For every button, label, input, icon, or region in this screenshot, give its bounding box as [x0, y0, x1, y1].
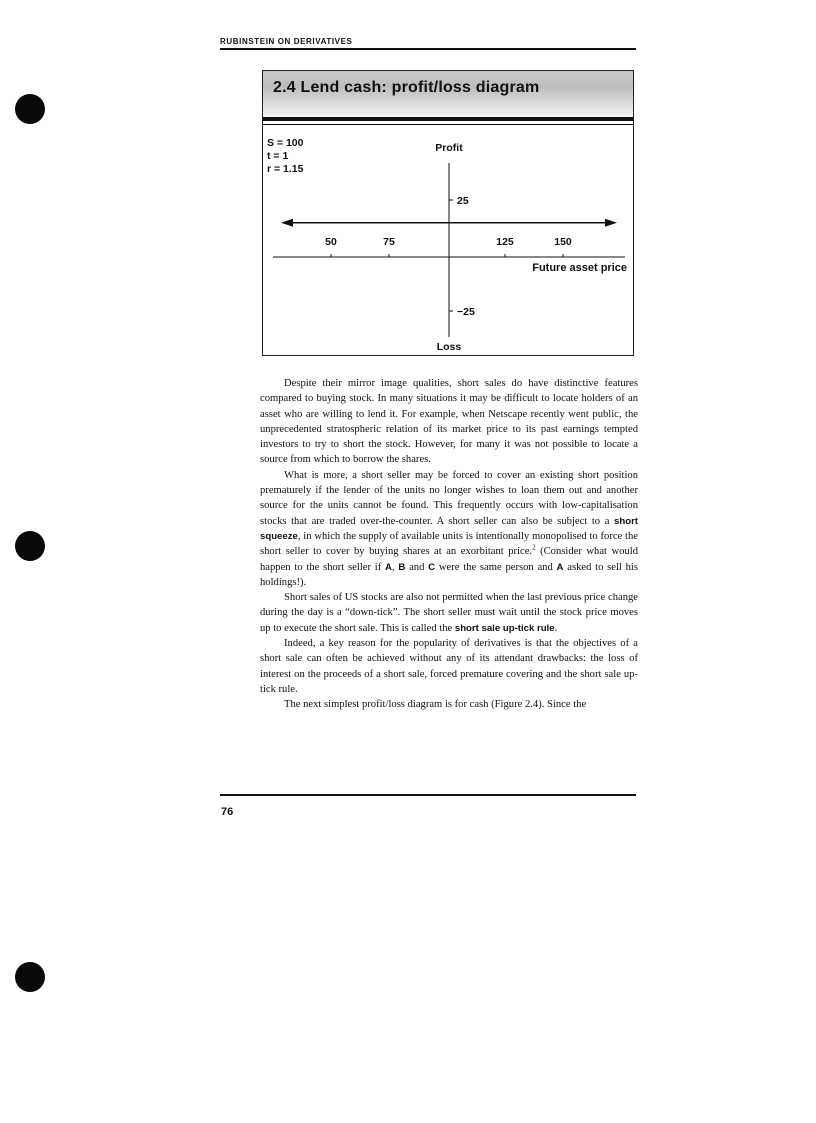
paragraph-2: What is more, a short seller may be forced to cover an existing short position prematurely if the lender of the units no longer wishes to loan them out and another source for the units cannot be found. This frequently occurs with low-capitalisation stocks that are traded over-the-counter. A short seller can also be subject to a short squeeze, in which the supply of available units is intentionally monopolised to force the short seller to cover by buying shares at an exorbitant price.$^2$ (Consider what would happen to the short seller if A, B and C were the same person and A asked to sell his holdings!).	[260, 469, 639, 588]
punch-hole-bottom	[15, 962, 45, 992]
paragraph-1-text: Despite their mirror image qualities, short sales do have distinctive features compared to buying stock. In many situations it may be difficult to locate holders of an asset who are willing to lend it. For example, when Netscape recently went public, the unprecedented stratospheric relation of its market price to its past earnings tempted investors to try to short the stock. However, for many it was not possible to locate a source from which to borrow the shares.	[260, 378, 638, 466]
y-tick-label-25: 25	[457, 195, 469, 207]
body-text	[260, 376, 638, 713]
term-short-squeeze: short squeeze	[260, 515, 638, 542]
profit-line-arrow-left	[281, 219, 293, 227]
y-label-loss: Loss	[436, 341, 462, 353]
paragraph-5: The next simplest profit/loss diagram is for cash (Figure 2.4). Since the	[284, 699, 587, 711]
x-tick-label-125: 125	[496, 236, 514, 248]
x-tick-label-75: 75	[383, 236, 395, 248]
term-short-sale-up-tick-rule: short sale up-tick rule	[454, 622, 555, 634]
paragraph-4: Indeed, a key reason for the popularity of derivatives is that the objectives of a short sale can often be achieved without any of its attendant drawbacks: the loss of interest on the proceeds of a short sale, forced premature covering and the short sale up-tick rule.	[260, 638, 638, 695]
footnote-ref-2: 2	[532, 543, 536, 552]
punch-hole-top	[15, 94, 45, 124]
x-axis-label: Future asset price	[532, 262, 627, 274]
param-s: S = 100	[267, 137, 304, 149]
profit-line-arrow-right	[605, 219, 617, 227]
param-r: r = 1.15	[267, 163, 304, 175]
page-number: 76	[221, 806, 234, 818]
y-tick-label-neg25: −25	[457, 306, 475, 318]
y-label-profit: Profit	[435, 142, 463, 154]
paragraph-1	[260, 376, 638, 468]
footer-rule	[220, 794, 636, 796]
running-head: RUBINSTEIN ON DERIVATIVES	[220, 37, 353, 46]
paragraph-3: Short sales of US stocks are also not permitted when the last previous price change during the day is a “down-tick”. The short seller must wait until the stock price moves up to execute the short sale. This is called the short sale up-tick rule.	[260, 592, 638, 634]
profit-loss-chart	[263, 71, 635, 357]
param-t: t = 1	[267, 150, 289, 162]
punch-hole-middle	[15, 531, 45, 561]
figure-2-4	[262, 70, 634, 356]
x-tick-label-50: 50	[325, 236, 337, 248]
x-tick-label-150: 150	[554, 236, 572, 248]
figure-title: 2.4 Lend cash: profit/loss diagram	[273, 79, 540, 96]
header-rule	[220, 48, 636, 50]
